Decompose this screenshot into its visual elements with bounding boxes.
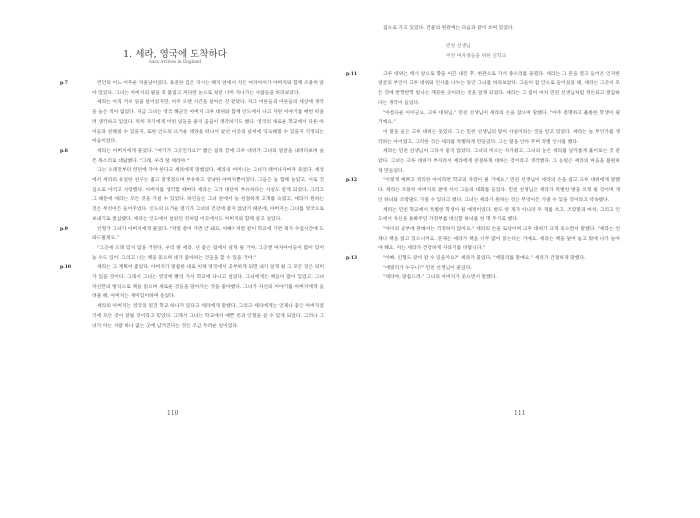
paragraph-text: "이렇게 예쁘고 영리한 아이라면 학교의 자랑이 될 거예요," 민친 선생님이 세라의 손을 잡고 크루 대위에게 말했다. 세라는 조용히 아버지의 곁에 서서 그들의 대화를 들었다. 민친 선생님은 세라가 특별한 방을 쓰게 될 것이며 개인 하녀와 조랑말도 가질 수 있다고 했다. 그녀는 세라가 원하는 것은 무엇이든 가질 수 있을 것이라고 약속했다.: [378, 178, 620, 203]
paragraph-text: "세라야, 말씀드려." 그녀의 아버지가 웃으면서 말했다.: [383, 275, 497, 281]
right-page-body: [346, 24, 620, 283]
paragraph-text: 런던의 어느 어두운 겨울날이었다. 육중한 검은 지시는 해지 앞에서 지은 여자아이가 아버지와 함께 조용히 앉아 있었다. 그녀는 아버지의 팔을 꼭 붙잡고 커다란 눈으로 창문 너머 지나가는 사람들을 바라보았다.: [92, 81, 324, 96]
page-marker: p.11: [346, 71, 357, 77]
sign-line: 어린 여자생들을 위한 신학교: [446, 53, 507, 59]
page-number: 110: [167, 410, 179, 417]
page-marker: p.7: [60, 81, 68, 86]
paragraph-text: 세라의 아버지는 영국의 멋진 학교 하나가 있다고 세라에게 말했다. 그리고 세라에게는 언제나 좋은 아버지였기에 모든 것이 잘될 것이라고 믿었다. 그래서 그녀는 학교에서 예쁜 옷과 인형을 살 수 있게 되었다. 그러나 그녀가 아는 사람 하나 없는 곳에 남겨진다는 것은 조금 두려운 일이었다.: [92, 304, 324, 329]
paragraph: [378, 128, 620, 147]
paragraph-text: 집으로 가고 있었다. 건물의 현관에는 다음과 같이 쓰여 있었다.: [383, 26, 515, 31]
page-marker: p.8: [60, 148, 68, 154]
paragraph: [92, 98, 324, 147]
paragraph-text: 인형가 그녀가 아버지에게 물었다. "저랑 같이 가면 안 돼요, 아빠? 저랑 같이 학교에 가면 제가 수업시간에 도와드릴게요.": [92, 226, 324, 242]
paragraph: [92, 244, 324, 263]
paragraph: [60, 79, 324, 98]
paragraph: [346, 176, 620, 205]
right-page: [346, 0, 700, 518]
school-sign: [378, 42, 620, 62]
paragraph-text: "아름다운 아이군요, 크루 대위님." 민친 선생님이 세라의 손을 잡으며 말했다. "아주 총명하고 훌륭한 학생이 될 거예요.": [378, 110, 620, 126]
paragraph: [346, 254, 620, 264]
paragraph: [378, 109, 620, 128]
paragraph-text: 세라는 아직 겨우 일곱 살이었지만, 아주 오랜 시간을 살아온 것 같았다. 자그 어른들과 어른들의 세상에 생각을 늘은 적이 없었다. 지금 그녀는 영국 해군인 아버지 크루 대위와 함께 인도에서 나고 자란 이야기를 매번 떠올려 생각하고 있었다. 특히 자기에게 어떤 일들을 줄지 곰곰이 생각하기도 했다. 영국의 새로운 학교에서 다른 아이들과 친해질 수 있을지, 또한 인도의 뜨거운 태양을 떠나서 낯선 이곳의 날씨에 익숙해질 수 있을지 걱정되는 마음이었다.: [92, 100, 324, 145]
page-marker: p.13: [346, 256, 357, 262]
paragraph-text: 크루 대위는 벽시 앞으로 향을 이끈 내린 후, 현관으로 가서 종소리를 울렸다. 세라는 그 문을 열고 들어온 인자한 얼굴의 부인이 크루 대위와 인사를 나누는 동안 그녀를 바라보았다. 그들이 집 안으로 들어섰을 때, 세라는 그곳이 모든 것에 반짝반짝 빛나는 깨끗한 곳이라는 것을 알게 되었다. 세라는 그 집이 마치 민친 선생님처럼 정돈되고 깔끔하다는 생각이 들었다.: [378, 71, 620, 106]
chapter-title: 1. 세라, 영국에 도착하다: [123, 49, 227, 60]
paragraph: [378, 273, 620, 283]
left-page-body: [60, 79, 324, 331]
paragraph-text: 세라는 그 계획이 좋았다. 아버지가 말씀한 대로 이제 영국에서 공부하게 되면 내가 알게 될 그 모든 것은 의미가 있을 것이다. 그래서 그녀는 영국에 빨리 가서 학교에 다니고 싶었다. 그녀에게는 책들이 많이 있었고, 그녀 자신만의 방식으로 책을 읽으며 새로운 것들을 알아가는 것을 좋아했다. 그녀가 자신의 이야기를 아버지에게 들려줄 때, 아버지는 재미있어하며 웃었다.: [92, 265, 324, 300]
page-marker: p.9: [60, 226, 68, 232]
paragraph: [378, 147, 620, 176]
chapter-subtitle: Sara Arrives in England: [148, 60, 202, 65]
paragraph: [346, 70, 620, 109]
paragraph-text: 그는 오래전부터 런던에 가야 한다고 세라에게 말했었다. 세라의 어머니는 그녀가 태어나자마자 죽었다. 세상에서 세라의 유일한 친구는 젊고 잘생겼으며 부유하고 상냥한 아버지뿐이었다. 그들은 늘 함께 놀았고, 서로 진심으로 아끼고 사랑했다. 아버지를 생각할 때마다 세라는 그가 대단히 부유하다는 사실도 알게 되었다. 그리고 그 때문에 세라는 모든 것을 가질 수 있었다. 하인들은 그녀 앞에서 늘 친절하게 고개를 숙였고, 세라가 원하는 것은 무엇이든 들어주었다. 인도의 뜨거운 열기가 그녀의 건강에 좋지 않았기 때문에, 아버지는 그녀를 영국으로 보내기로 결심했다. 세라는 인도에서 살았던 것처럼 이곳에서도 아버지와 함께 살고 싶었다.: [92, 168, 324, 222]
paragraph: [378, 24, 620, 34]
paragraph: [92, 166, 324, 224]
paragraph: [378, 264, 620, 274]
paragraph: [60, 263, 324, 302]
paragraph-text: 세라는 아버지에게 물었다. "여기가 그곳인가요?" 짧은 침묵 끝에 크루 대위가 그녀의 얼굴을 내려다보며 슬픈 목소리로 대답했다. "그래, 우리 딸 세라야.": [92, 148, 324, 164]
paragraph: [92, 302, 324, 331]
paragraph: [378, 206, 620, 225]
paragraph-text: 세라는 민친 학교에서 특별한 학생이 될 예정이었다. 방도 한 개가 아니라 두 개를 쓰고, 조랑말과 마차, 그리고 인도에서 자신을 돌봐주던 가정부를 대신할 하녀를 한 명 두기로 했다.: [378, 207, 620, 223]
paragraph-text: "아빠, 인형도 같이 갈 수 있을까요?" 세라가 물었다. "에밀리를 말예요." 세라가 간절하게 말했다.: [383, 256, 586, 262]
paragraph-text: "그곳에 오래 있지 않을 거란다, 우리 딸 세라. 넌 좋은 집에서 살게 될 거야, 그곳엔 여자아이들이 많이 있어 늘 수도 있어. 그리고 너는 책을 읽으며 네가 좋아하는 것들을 할 수 있을 거야.": [92, 245, 324, 261]
paragraph: [378, 225, 620, 254]
paragraph: [60, 147, 324, 166]
page-marker: p.12: [346, 178, 357, 184]
paragraph: [60, 225, 324, 244]
page-marker: p.10: [60, 265, 71, 271]
paragraph-text: "아이의 공부에 관해서는 걱정하지 않아요." 세라의 손을 토닥이며 크루 대위가 크게 웃으면서 말했다. "세라는 언제나 책을 읽고 있으니까요. 문제는 세라가 책을 너무 많이 읽는다는 거예요. 세라는 책을 덮어 놓고 밖에 나가 놀아야 해요. 저는 세라가 건강하게 자라기를 바랍니다.": [378, 226, 620, 252]
sign-line: 민친 선생님: [446, 43, 471, 49]
paragraph-text: "에밀리가 누구니?" 민친 선생님이 물었다.: [383, 265, 472, 271]
paragraph-text: 이 말을 들은 크루 대위는 웃었다. 그는 민친 선생님의 말이 사실이라는 것을 알고 있었다. 세라는 늘 무언가를 생각하는 아이였고, 그러한 것은 세라를 특별하게 만들었다. 그는 딸을 안아 주며 작별 인사를 했다.: [378, 129, 620, 145]
page-number: 111: [514, 410, 526, 417]
paragraph-text: 세라는 민친 선생님이 그다지 좋지 않았다. 그녀의 미소는 차가웠고, 그녀의 눈은 세라를 날카롭게 훑어보는 것 같았다. 그녀는 크루 대위가 부자라서 세라에게 친절하게 대하는 것이라고 생각했다. 그 눈빛은 세라의 마음을 불편하게 만들었다.: [378, 149, 620, 174]
